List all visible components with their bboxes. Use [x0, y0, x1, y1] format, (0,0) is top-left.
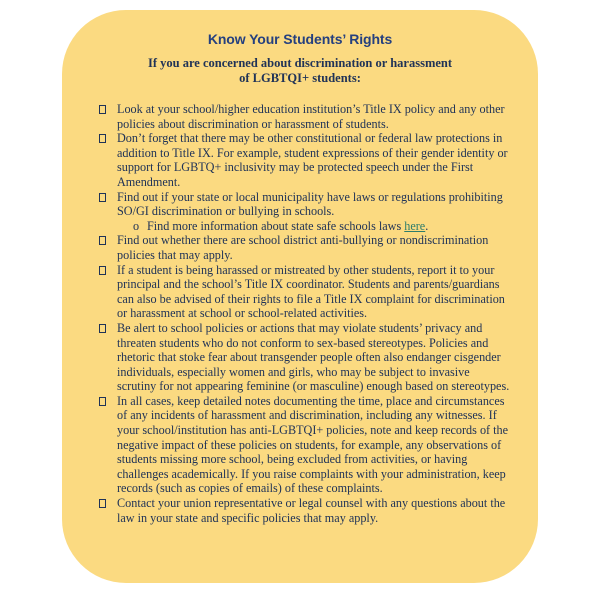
checkbox-bullet-icon	[99, 236, 106, 245]
list-item	[99, 263, 510, 321]
page-title: Know Your Students’ Rights	[207, 31, 393, 47]
sub-list-item	[117, 219, 510, 234]
info-card	[62, 10, 538, 583]
list-item-text-main: Find out if your state or local municipality have laws or regulations prohibiting SO/GI discrimination or bullying in schools.	[117, 189, 503, 219]
checkbox-bullet-icon	[99, 193, 106, 202]
list-item-text	[117, 190, 510, 234]
subtitle-line-1: If you are concerned about discrimination or harassment	[147, 56, 453, 70]
checkbox-bullet-icon	[99, 397, 106, 406]
sub-list-item-text	[147, 219, 428, 234]
list-item-text: In all cases, keep detailed notes documenting the time, place and circumstances of any incidents of harassment and discrimination, including any witnesses. If your school/institution has anti-LGBTQI+ policies, note and keep records of the negative impact of these policies on students, for example, any observations of students missing more school, being excluded from activities, or having challenges academically. If you raise complaints with your administration, keep records (such as copies of emails) of these complaints.	[117, 393, 509, 496]
list-item	[99, 190, 510, 234]
list-item	[99, 496, 510, 525]
list-item-text: Contact your union representative or legal counsel with any questions about the law in your state and specific policies that may apply.	[117, 496, 506, 525]
checkbox-bullet-icon	[99, 105, 106, 114]
sub-text-before-link: Find more information about state safe schools laws	[147, 218, 405, 233]
list-item	[99, 233, 510, 262]
state-safe-schools-link[interactable]: here	[404, 218, 426, 233]
list-item	[99, 321, 510, 394]
list-item-text: Be alert to school policies or actions that may violate students’ privacy and threaten students who do not conform to sex-based stereotypes. Policies and rhetoric that stoke fear about transgender people often also endanger cisgender individuals, especially women and girls, who may be subject to invasive scrutiny for not appearing feminine (or masculine) enough based on stereotypes.	[117, 320, 510, 394]
list-item-text: Look at your school/higher education institution’s Title IX policy and any other policies about discrimination or harassment of students.	[117, 102, 505, 131]
list-item	[99, 131, 510, 189]
page-subtitle	[62, 56, 538, 86]
rights-list	[62, 102, 538, 525]
checkbox-bullet-icon	[99, 499, 106, 508]
checkbox-bullet-icon	[99, 134, 106, 143]
list-item-text: If a student is being harassed or mistreated by other students, report it to your principal and the school’s Title IX coordinator. Students and parents/guardians can also be advised of their rights to file a Title IX complaint for discrimination or harassment at school or school-related activities.	[117, 262, 505, 321]
subtitle-line-2: of LGBTQI+ students:	[239, 71, 361, 85]
checkbox-bullet-icon	[99, 324, 106, 333]
list-item-text: Find out whether there are school district anti-bullying or nondiscrimination policies that may apply.	[117, 233, 489, 262]
sub-text-after-link: .	[425, 218, 429, 233]
list-item	[99, 102, 510, 131]
circle-bullet-icon: o	[133, 218, 140, 233]
list-item-text: Don’t forget that there may be other constitutional or federal law protections in addition to Title IX. For example, student expressions of their gender identity or support for LGBTQ+ inclusivity may be protected speech under the First Amendment.	[117, 131, 508, 189]
checkbox-bullet-icon	[99, 266, 106, 275]
list-item	[99, 394, 510, 496]
